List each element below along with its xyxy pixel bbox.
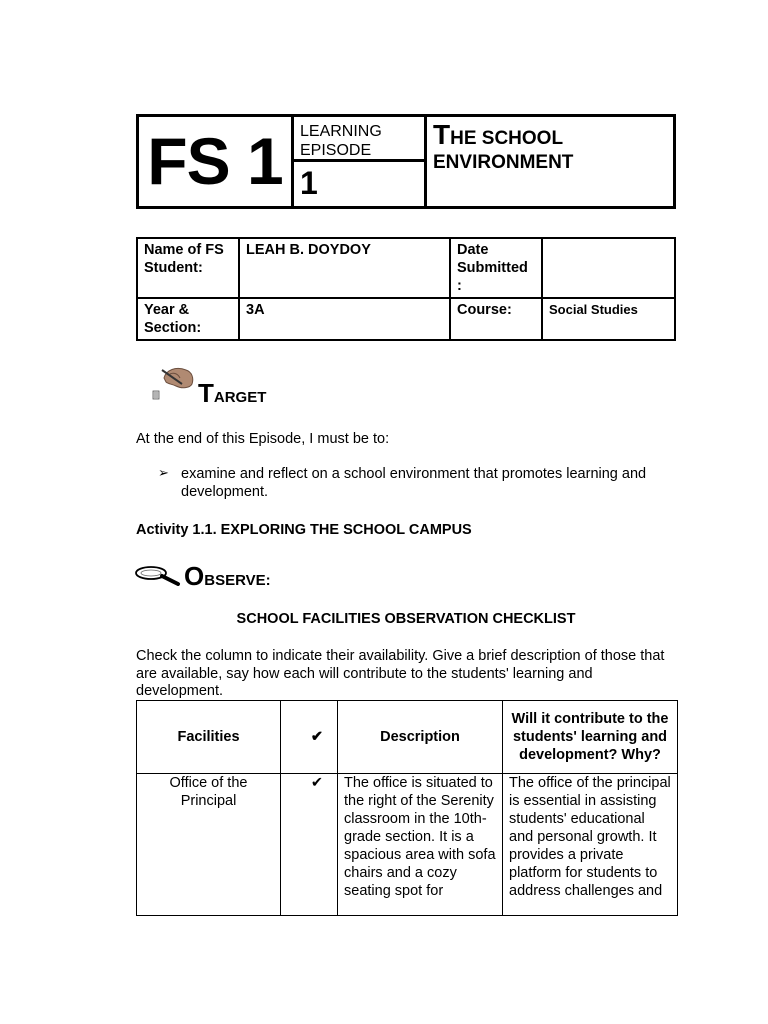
name-value: LEAH B. DOYDOY xyxy=(239,238,450,298)
magnifying-glass-icon xyxy=(134,564,182,586)
target-intro: At the end of this Episode, I must be to: xyxy=(136,431,390,447)
checklist-title: SCHOOL FACILITIES OBSERVATION CHECKLIST xyxy=(236,611,576,627)
year-label: Year & Section: xyxy=(137,298,239,340)
course-label: Course: xyxy=(450,298,542,340)
title-line2: ENVIRONMENT xyxy=(433,152,574,173)
checklist-header-row xyxy=(137,701,678,774)
table-row xyxy=(137,774,678,916)
title-initial: T xyxy=(433,119,451,150)
name-label: Name of FS Student: xyxy=(137,238,239,298)
writing-hand-icon xyxy=(152,362,196,402)
episode-header xyxy=(136,114,676,209)
date-value xyxy=(542,238,675,298)
header-description: Description xyxy=(338,701,503,774)
target-heading xyxy=(198,378,266,409)
episode-title xyxy=(427,117,673,206)
header-check-icon: ✔ xyxy=(281,701,338,774)
activity-title: Activity 1.1. EXPLORING THE SCHOOL CAMPUS xyxy=(136,522,472,538)
facility-cell: Office of the Principal xyxy=(169,775,248,809)
title-line1: HE SCHOOL xyxy=(450,128,564,149)
observe-rest: BSERVE: xyxy=(204,572,271,589)
contribution-cell: The office of the principal is essential in assisting students' educational and personal growth. It provides a private platform for students to address challenges and xyxy=(509,775,671,899)
description-cell: The office is situated to the right of the Serenity classroom in the 10th-grade section. It is a spacious area with sofa chairs and a cozy seating spot for xyxy=(344,775,496,899)
target-bullet-text: examine and reflect on a school environment that promotes learning and development. xyxy=(181,466,647,500)
student-info-table xyxy=(136,237,676,341)
header-contribution: Will it contribute to the students' learning and development? Why? xyxy=(503,701,678,774)
observe-heading xyxy=(184,561,271,592)
target-rest: ARGET xyxy=(213,389,267,406)
target-initial: T xyxy=(198,378,214,408)
learning-episode-label: LEARNING EPISODE xyxy=(294,117,427,162)
course-value: Social Studies xyxy=(542,298,675,340)
year-value: 3A xyxy=(239,298,450,340)
fs-label: FS 1 xyxy=(139,117,294,206)
facilities-checklist-table xyxy=(136,700,678,916)
episode-number: 1 xyxy=(294,162,427,206)
bullet-arrow-icon: ➢ xyxy=(158,465,169,480)
checklist-instructions: Check the column to indicate their availability. Give a brief description of those that are available, say how each will contribute to the students' learning and development. xyxy=(136,648,665,699)
observe-initial: O xyxy=(184,561,205,591)
header-facilities: Facilities xyxy=(137,701,281,774)
date-label: Date Submitted : xyxy=(450,238,542,298)
check-icon: ✔ xyxy=(310,775,323,791)
